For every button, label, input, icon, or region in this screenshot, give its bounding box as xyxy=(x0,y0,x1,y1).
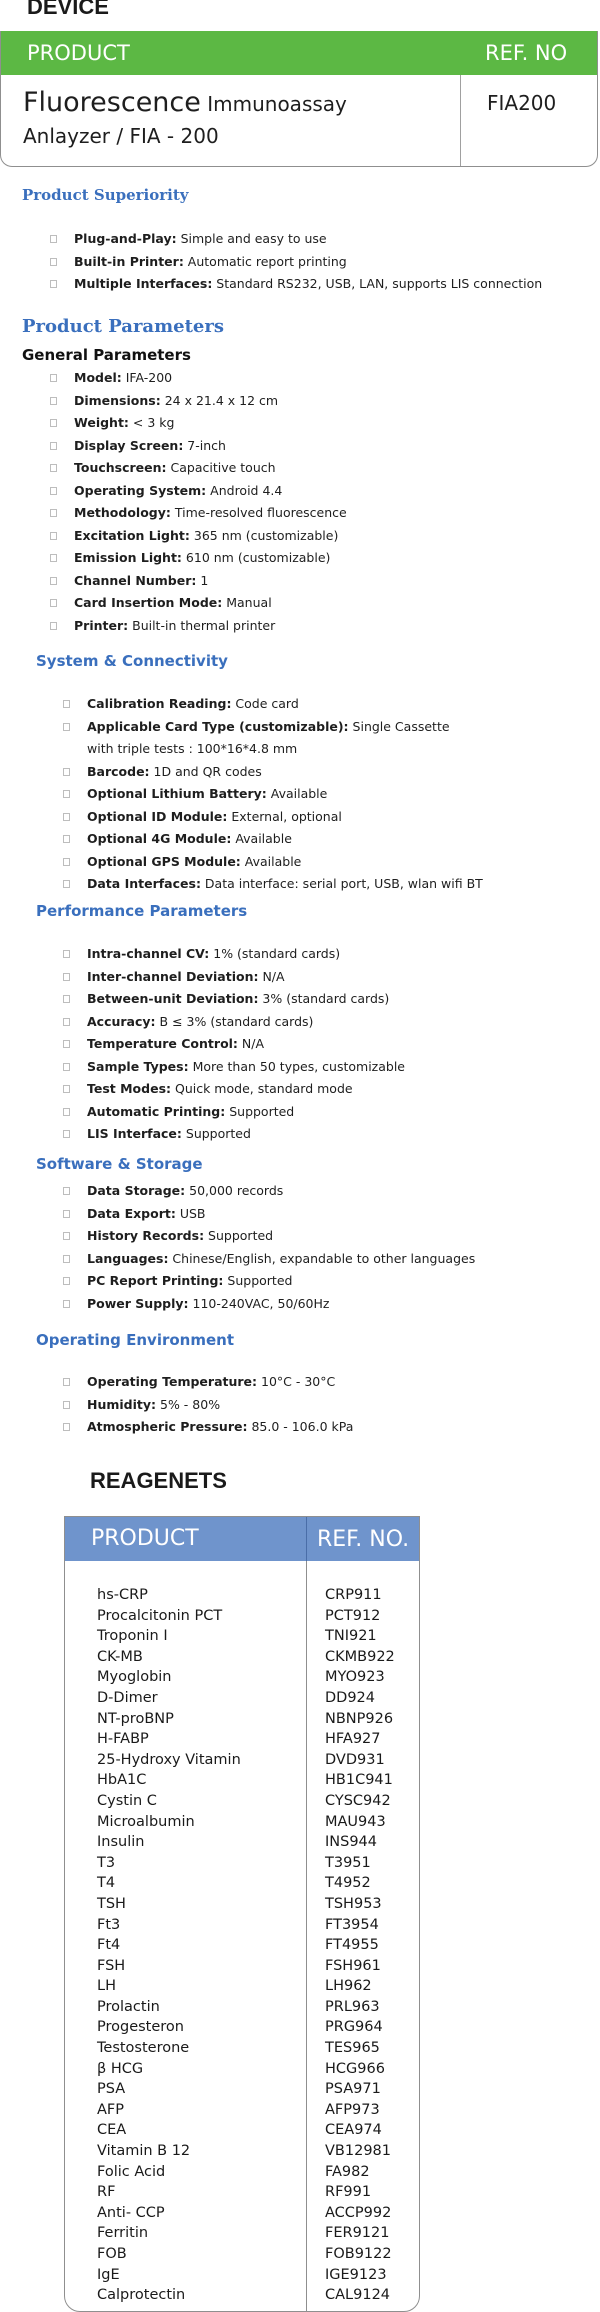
reagent-ref: CAL9124 xyxy=(325,2287,391,2304)
reagents-table-header xyxy=(65,1517,419,1561)
checkbox-icon xyxy=(63,880,70,888)
item-value: Built-in thermal printer xyxy=(128,617,276,633)
reagent-name: 25-Hydroxy Vitamin xyxy=(97,1751,241,1768)
item-label: Weight: xyxy=(74,415,129,430)
item-label: Display Screen: xyxy=(74,437,184,453)
list-item xyxy=(63,761,483,784)
list-item xyxy=(63,1203,475,1226)
reagent-name: Folic Acid xyxy=(97,2163,166,2180)
list-item xyxy=(63,943,405,966)
reagent-ref: FER9121 xyxy=(325,2225,390,2242)
reagent-ref: PRG964 xyxy=(325,2019,383,2036)
item-label: Dimensions: xyxy=(74,392,161,408)
item-label: Accuracy: xyxy=(87,1013,156,1029)
reagent-name-column xyxy=(65,1561,307,2312)
reagent-name: Progesteron xyxy=(97,2019,184,2036)
checkbox-icon xyxy=(63,813,70,821)
device-table xyxy=(0,31,598,167)
item-value: Manual xyxy=(222,595,272,610)
reagent-ref: FSH961 xyxy=(325,1957,381,1974)
list-item xyxy=(50,547,347,570)
item-value: Automatic report printing xyxy=(183,253,347,269)
item-value: Capacitive touch xyxy=(166,460,276,475)
checkbox-icon xyxy=(63,1040,70,1048)
list-item xyxy=(63,1416,353,1439)
item-label: Operating System: xyxy=(74,482,207,498)
checkbox-icon xyxy=(50,235,57,243)
reagents-table-body xyxy=(65,1561,419,2312)
checkbox-icon xyxy=(63,950,70,958)
checkbox-icon xyxy=(63,790,70,798)
software-storage-heading: Software & Storage xyxy=(36,1155,203,1173)
reagent-name: Myoglobin xyxy=(97,1669,172,1686)
reagent-product-column-header: PRODUCT xyxy=(65,1517,307,1561)
list-item xyxy=(63,1101,405,1124)
item-label: Power Supply: xyxy=(87,1295,189,1311)
reagent-ref: HFA927 xyxy=(325,1731,381,1748)
list-item xyxy=(63,1078,405,1101)
checkbox-icon xyxy=(63,973,70,981)
item-label: Printer: xyxy=(74,617,129,633)
reagent-ref-column xyxy=(307,1561,419,2312)
checkbox-icon xyxy=(50,397,57,405)
list-item xyxy=(50,502,347,525)
reagent-name: Procalcitonin PCT xyxy=(97,1607,223,1624)
product-name-main: Fluorescence xyxy=(23,87,201,118)
superiority-list xyxy=(50,228,542,296)
checkbox-icon xyxy=(63,768,70,776)
performance-parameters-heading: Performance Parameters xyxy=(36,902,248,920)
list-item xyxy=(63,693,483,716)
performance-parameters-list xyxy=(63,943,405,1146)
reagent-ref: TES965 xyxy=(325,2040,380,2057)
item-value: B ≤ 3% (standard cards) xyxy=(155,1013,314,1029)
list-item xyxy=(63,716,467,761)
checkbox-icon xyxy=(63,1277,70,1285)
checkbox-icon xyxy=(63,1232,70,1240)
reagent-ref: T3951 xyxy=(325,1854,371,1871)
reagent-ref: LH962 xyxy=(325,1978,372,1995)
reagent-ref: NBNP926 xyxy=(325,1710,394,1727)
reagent-name: Prolactin xyxy=(97,1998,160,2015)
item-value: Simple and easy to use xyxy=(176,231,327,246)
list-item xyxy=(50,457,347,480)
list-item xyxy=(50,273,542,296)
reagent-name: T4 xyxy=(97,1875,116,1892)
reagent-name: Anti- CCP xyxy=(97,2204,165,2221)
checkbox-icon xyxy=(50,374,57,382)
operating-environment-list xyxy=(63,1371,353,1439)
list-item xyxy=(63,783,483,806)
reagent-name: Ferritin xyxy=(97,2225,149,2242)
device-ref-cell: FIA200 xyxy=(487,91,557,115)
item-value: N/A xyxy=(237,1036,265,1051)
checkbox-icon xyxy=(63,1018,70,1026)
item-label: Applicable Card Type (customizable): xyxy=(87,718,349,734)
checkbox-icon xyxy=(50,280,57,288)
item-label: Data Interfaces: xyxy=(87,876,201,891)
item-label: Optional ID Module: xyxy=(87,808,228,824)
general-parameters-list xyxy=(50,367,347,637)
reagent-name: PSA xyxy=(97,2081,126,2098)
item-value: 110-240VAC, 50/60Hz xyxy=(188,1295,330,1311)
reagent-ref: TSH953 xyxy=(325,1895,382,1912)
list-item xyxy=(63,1011,405,1034)
list-item xyxy=(63,1371,353,1394)
item-value: Data interface: serial port, USB, wlan wifi BT xyxy=(200,876,483,891)
item-value: Single Cassette with triple tests : 100*16*4.8 mm xyxy=(87,718,450,756)
device-table-row xyxy=(1,75,597,167)
item-label: Atmospheric Pressure: xyxy=(87,1419,248,1434)
reagent-ref: HB1C941 xyxy=(325,1772,393,1789)
item-value: 24 x 21.4 x 12 cm xyxy=(160,392,279,408)
reagent-name: CEA xyxy=(97,2122,127,2139)
reagent-ref: CEA974 xyxy=(325,2122,382,2139)
item-label: Between-unit Deviation: xyxy=(87,991,259,1006)
item-value: 365 nm (customizable) xyxy=(189,527,339,543)
item-value: 3% (standard cards) xyxy=(258,991,390,1006)
item-label: Methodology: xyxy=(74,505,171,520)
list-item xyxy=(63,1248,475,1271)
reagent-ref: CKMB922 xyxy=(325,1648,395,1665)
reagent-name: IgE xyxy=(97,2266,120,2283)
device-product-cell xyxy=(1,75,461,167)
reagent-name: LH xyxy=(97,1978,116,1995)
item-value: 610 nm (customizable) xyxy=(181,550,331,565)
item-label: Touchscreen: xyxy=(74,460,167,475)
item-value: 50,000 records xyxy=(185,1183,284,1198)
reagent-name: β HCG xyxy=(97,2060,144,2077)
reagent-ref: DVD931 xyxy=(325,1751,385,1768)
item-value: Time-resolved fluorescence xyxy=(170,505,347,520)
checkbox-icon xyxy=(50,599,57,607)
system-connectivity-heading: System & Connectivity xyxy=(36,652,228,670)
item-value: Available xyxy=(266,786,328,801)
product-superiority-heading: Product Superiority xyxy=(22,186,189,204)
checkbox-icon xyxy=(63,723,70,731)
checkbox-icon xyxy=(63,700,70,708)
item-label: Data Storage: xyxy=(87,1183,186,1198)
item-label: Plug-and-Play: xyxy=(74,231,177,246)
item-value: < 3 kg xyxy=(128,415,175,430)
reagent-ref: TNI921 xyxy=(325,1628,377,1645)
item-value: 5% - 80% xyxy=(156,1396,221,1412)
reagent-name: Cystin C xyxy=(97,1792,157,1809)
list-item xyxy=(50,525,347,548)
reagent-ref: FA982 xyxy=(325,2163,370,2180)
item-value: Supported xyxy=(225,1103,295,1119)
product-name-rest: Immunoassay xyxy=(200,92,347,116)
checkbox-icon xyxy=(50,532,57,540)
checkbox-icon xyxy=(63,1130,70,1138)
list-item xyxy=(50,251,542,274)
general-parameters-heading: General Parameters xyxy=(22,346,191,364)
reagent-name: Testosterone xyxy=(97,2040,190,2057)
reagent-name: FSH xyxy=(97,1957,126,1974)
checkbox-icon xyxy=(50,487,57,495)
item-label: Excitation Light: xyxy=(74,527,190,543)
list-item xyxy=(50,228,542,251)
item-value: N/A xyxy=(258,968,285,984)
reagent-ref: PSA971 xyxy=(325,2081,381,2098)
checkbox-icon xyxy=(50,622,57,630)
reagent-name: Insulin xyxy=(97,1834,145,1851)
item-label: Optional 4G Module: xyxy=(87,831,232,846)
list-item xyxy=(50,480,347,503)
reagent-name: FOB xyxy=(97,2246,127,2262)
list-item xyxy=(50,435,347,458)
reagent-name: TSH xyxy=(97,1895,126,1912)
reagent-name: AFP xyxy=(97,2101,125,2118)
list-item xyxy=(63,828,483,851)
checkbox-icon xyxy=(63,1423,70,1431)
reagent-name: Ft3 xyxy=(97,1916,121,1933)
list-item xyxy=(63,1293,475,1316)
item-label: Languages: xyxy=(87,1250,169,1266)
item-value: 10°C - 30°C xyxy=(257,1374,336,1389)
reagent-name: Calprotectin xyxy=(97,2287,186,2304)
item-value: Code card xyxy=(231,696,299,711)
item-value: Available xyxy=(231,831,292,846)
list-item xyxy=(50,412,347,435)
item-label: History Records: xyxy=(87,1228,205,1243)
list-item xyxy=(63,988,405,1011)
item-value: USB xyxy=(175,1205,206,1221)
checkbox-icon xyxy=(63,1187,70,1195)
item-label: PC Report Printing: xyxy=(87,1273,224,1288)
checkbox-icon xyxy=(63,1085,70,1093)
reagent-ref: MAU943 xyxy=(325,1813,386,1830)
reagent-name: Vitamin B 12 xyxy=(97,2143,191,2160)
list-item xyxy=(63,873,483,896)
reagent-name: RF xyxy=(97,2184,116,2201)
item-label: Multiple Interfaces: xyxy=(74,276,213,291)
product-parameters-heading: Product Parameters xyxy=(22,316,224,337)
item-label: Optional GPS Module: xyxy=(87,853,241,869)
reagent-ref-column-header: REF. NO. xyxy=(317,1526,410,1552)
item-label: LIS Interface: xyxy=(87,1126,182,1141)
item-label: Temperature Control: xyxy=(87,1036,238,1051)
reagent-ref: DD924 xyxy=(325,1689,376,1706)
system-connectivity-list xyxy=(63,693,483,896)
item-label: Operating Temperature: xyxy=(87,1374,258,1389)
item-value: 7-inch xyxy=(183,437,226,453)
item-value: Quick mode, standard mode xyxy=(171,1081,353,1096)
checkbox-icon xyxy=(63,1210,70,1218)
item-value: Supported xyxy=(223,1273,293,1288)
reagent-ref: CYSC942 xyxy=(325,1792,391,1809)
list-item xyxy=(50,615,347,638)
item-value: 1 xyxy=(196,572,209,588)
item-value: IFA-200 xyxy=(121,370,173,385)
list-item xyxy=(63,1180,475,1203)
item-label: Inter-channel Deviation: xyxy=(87,968,259,984)
item-value: 1% (standard cards) xyxy=(209,946,341,961)
item-value: Standard RS232, USB, LAN, supports LIS connection xyxy=(212,276,543,291)
checkbox-icon xyxy=(50,464,57,472)
item-value: 85.0 - 106.0 kPa xyxy=(247,1419,354,1434)
checkbox-icon xyxy=(50,419,57,427)
checkbox-icon xyxy=(63,1300,70,1308)
checkbox-icon xyxy=(50,577,57,585)
reagent-ref: FOB9122 xyxy=(325,2246,392,2262)
reagents-table xyxy=(64,1516,420,2312)
list-item xyxy=(63,1056,405,1079)
checkbox-icon xyxy=(50,258,57,266)
reagent-ref: MYO923 xyxy=(325,1669,385,1686)
list-item xyxy=(63,806,483,829)
reagent-ref: T4952 xyxy=(325,1875,371,1892)
list-item xyxy=(63,1033,405,1056)
list-item xyxy=(63,966,405,989)
list-item xyxy=(50,570,347,593)
list-item xyxy=(63,851,483,874)
reagent-name: HbA1C xyxy=(97,1772,147,1789)
list-item xyxy=(63,1123,405,1146)
item-label: Humidity: xyxy=(87,1396,157,1412)
reagent-name: Ft4 xyxy=(97,1937,121,1954)
item-label: Intra-channel CV: xyxy=(87,946,210,961)
item-value: Android 4.4 xyxy=(206,482,283,498)
list-item xyxy=(50,367,347,390)
reagent-name: Troponin I xyxy=(97,1628,168,1645)
item-label: Barcode: xyxy=(87,763,150,779)
item-label: Channel Number: xyxy=(74,572,197,588)
checkbox-icon xyxy=(63,1108,70,1116)
item-value: Available xyxy=(240,853,302,869)
reagent-ref: PCT912 xyxy=(325,1607,381,1624)
device-title: DEVICE xyxy=(27,0,109,19)
reagent-name: NT-proBNP xyxy=(97,1710,174,1727)
device-table-header xyxy=(1,31,597,75)
reagent-ref: PRL963 xyxy=(325,1998,380,2015)
checkbox-icon xyxy=(50,554,57,562)
software-storage-list xyxy=(63,1180,475,1315)
checkbox-icon xyxy=(63,1255,70,1263)
checkbox-icon xyxy=(63,858,70,866)
item-label: Optional Lithium Battery: xyxy=(87,786,267,801)
list-item xyxy=(50,592,347,615)
reagent-ref: CRP911 xyxy=(325,1587,382,1603)
list-item xyxy=(50,390,347,413)
reagent-name: D-Dimer xyxy=(97,1689,158,1706)
list-item xyxy=(63,1270,475,1293)
reagent-ref: ACCP992 xyxy=(325,2204,392,2221)
reagent-name: Microalbumin xyxy=(97,1813,195,1830)
ref-column-header: REF. NO xyxy=(485,41,568,65)
item-label: Calibration Reading: xyxy=(87,696,232,711)
item-label: Test Modes: xyxy=(87,1081,172,1096)
item-value: More than 50 types, customizable xyxy=(188,1058,405,1074)
reagent-ref: AFP973 xyxy=(325,2101,380,2118)
item-value: Chinese/English, expandable to other languages xyxy=(168,1250,476,1266)
item-label: Built-in Printer: xyxy=(74,253,184,269)
reagent-name: H-FABP xyxy=(97,1731,149,1748)
reagent-ref: FT4955 xyxy=(325,1937,379,1954)
item-value: Supported xyxy=(204,1228,274,1243)
checkbox-icon xyxy=(63,995,70,1003)
reagent-name: CK-MB xyxy=(97,1648,143,1665)
checkbox-icon xyxy=(63,1063,70,1071)
list-item xyxy=(63,1225,475,1248)
checkbox-icon xyxy=(63,1401,70,1409)
checkbox-icon xyxy=(50,509,57,517)
operating-environment-heading: Operating Environment xyxy=(36,1331,235,1349)
reagent-name: T3 xyxy=(97,1854,116,1871)
list-item xyxy=(63,1394,353,1417)
checkbox-icon xyxy=(50,442,57,450)
reagent-ref: FT3954 xyxy=(325,1916,379,1933)
reagent-ref: RF991 xyxy=(325,2184,372,2201)
item-label: Card Insertion Mode: xyxy=(74,595,223,610)
item-label: Emission Light: xyxy=(74,550,182,565)
reagent-ref: INS944 xyxy=(325,1834,378,1851)
reagent-ref: VB12981 xyxy=(325,2143,391,2160)
product-column-header: PRODUCT xyxy=(27,41,130,65)
item-label: Data Export: xyxy=(87,1205,176,1221)
item-label: Model: xyxy=(74,370,122,385)
product-name-line2: Anlayzer / FIA - 200 xyxy=(23,124,219,148)
reagents-title: REAGENETS xyxy=(90,1468,227,1493)
item-label: Automatic Printing: xyxy=(87,1103,226,1119)
item-value: External, optional xyxy=(227,808,342,824)
checkbox-icon xyxy=(63,835,70,843)
reagent-ref: HCG966 xyxy=(325,2060,385,2077)
checkbox-icon xyxy=(63,1378,70,1386)
reagent-ref: IGE9123 xyxy=(325,2266,387,2283)
reagent-name: hs-CRP xyxy=(97,1587,148,1603)
item-value: 1D and QR codes xyxy=(149,763,262,779)
item-label: Sample Types: xyxy=(87,1058,189,1074)
item-value: Supported xyxy=(181,1126,251,1141)
